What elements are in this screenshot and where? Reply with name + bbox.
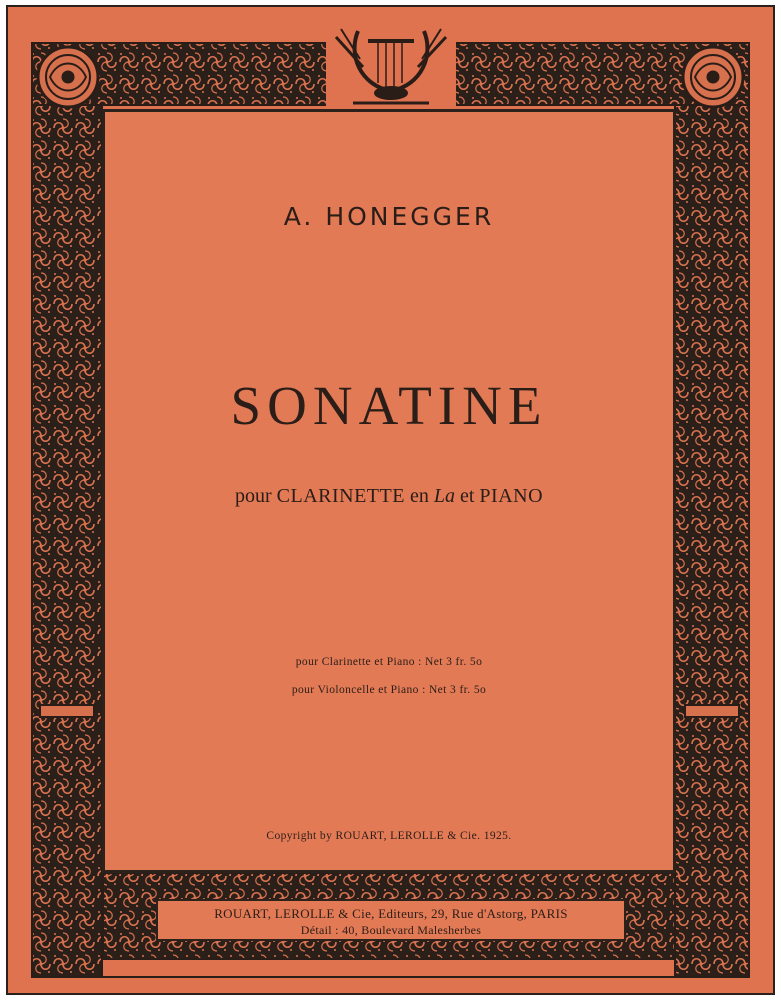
subtitle-prefix: pour: [234, 485, 272, 507]
lyre-emblem: [326, 21, 456, 111]
music-cover-sheet: [6, 5, 775, 995]
publisher-address: ROUART, LEROLLE & Cie, Editeurs, 29, Rue d'Astorg, PARIS: [214, 906, 568, 921]
corner-medallion-left: [38, 47, 98, 107]
instrumentation-line: [105, 485, 673, 508]
subtitle-conj: et: [459, 485, 475, 507]
composer-name: A. HONEGGER: [283, 202, 495, 231]
price-cello: pour Violoncelle et Piano : Net 3 fr. 5o: [291, 684, 487, 696]
subtitle-connector: en: [409, 485, 429, 507]
subtitle-key: La: [433, 485, 455, 507]
corner-medallion-right: [683, 47, 743, 107]
title-panel: [102, 109, 676, 873]
subtitle-instrument2: PIANO: [479, 485, 544, 507]
retail-address: Détail : 40, Boulevard Malesherbes: [300, 923, 482, 937]
work-title: SONATINE: [230, 375, 548, 436]
publisher-box: [156, 899, 626, 941]
copyright-notice: Copyright by ROUART, LEROLLE & Cie. 1925.: [266, 830, 512, 842]
price-clarinet: pour Clarinette et Piano : Net 3 fr. 5o: [295, 656, 483, 668]
subtitle-instrument1: CLARINETTE: [276, 485, 405, 507]
